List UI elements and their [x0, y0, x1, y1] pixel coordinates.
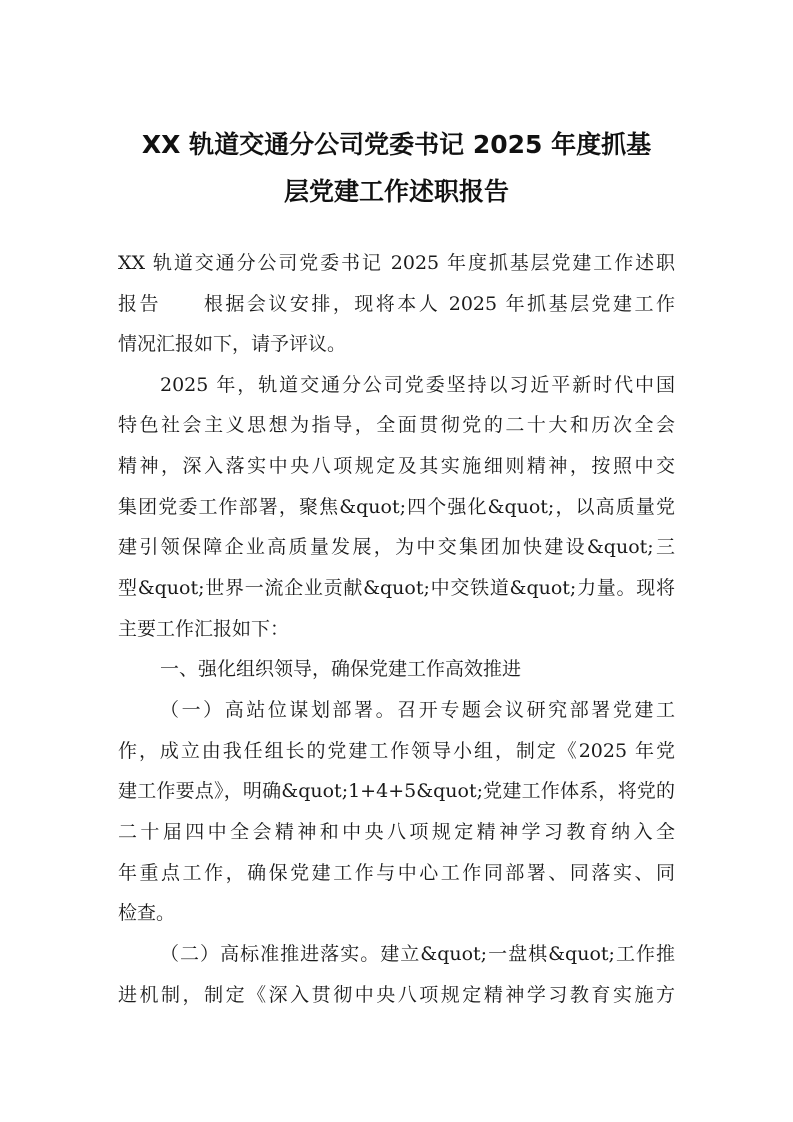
body-line-9: 型&quot;世界一流企业贡献&quot;中交铁道&quot;力量。现将: [118, 577, 675, 599]
body-line-16: 年重点工作，确保党建工作与中心工作同部署、同落实、同: [118, 862, 675, 884]
body-line-3: 情况汇报如下，请予评议。: [118, 333, 347, 355]
section-heading-1: 一、强化组织领导，确保党建工作高效推进: [160, 658, 522, 680]
body-line-18: （二）高标准推进落实。建立&quot;一盘棋&quot;工作推: [160, 943, 675, 965]
body-line-1: XX 轨道交通分公司党委书记 2025 年度抓基层党建工作述职: [118, 252, 675, 274]
body-line-4: 2025 年，轨道交通分公司党委坚持以习近平新时代中国: [160, 374, 675, 396]
body-line-13: 作，成立由我任组长的党建工作领导小组，制定《2025 年党: [118, 740, 675, 762]
body-line-14: 建工作要点》，明确&quot;1+4+5&quot;党建工作体系，将党的: [118, 780, 675, 802]
body-line-2: 报告 根据会议安排，现将本人 2025 年抓基层党建工作: [118, 293, 675, 315]
body-line-12: （一）高站位谋划部署。召开专题会议研究部署党建工: [160, 699, 675, 721]
body-line-17: 检查。: [118, 902, 176, 924]
body-line-19: 进机制，制定《深入贯彻中央八项规定精神学习教育实施方: [118, 984, 675, 1006]
body-line-6: 精神，深入落实中央八项规定及其实施细则精神，按照中交: [118, 455, 675, 477]
body-line-5: 特色社会主义思想为指导，全面贯彻党的二十大和历次全会: [118, 414, 675, 436]
body-line-10: 主要工作汇报如下：: [118, 618, 290, 640]
body-line-15: 二十届四中全会精神和中央八项规定精神学习教育纳入全: [118, 821, 675, 843]
document-title-line-1: XX 轨道交通分公司党委书记 2025 年度抓基: [141, 130, 652, 159]
body-line-7: 集团党委工作部署，聚焦&quot;四个强化&quot;，以高质量党: [118, 496, 675, 518]
document-title-line-2: 层党建工作述职报告: [283, 177, 509, 206]
body-line-8: 建引领保障企业高质量发展，为中交集团加快建设&quot;三: [118, 536, 675, 558]
